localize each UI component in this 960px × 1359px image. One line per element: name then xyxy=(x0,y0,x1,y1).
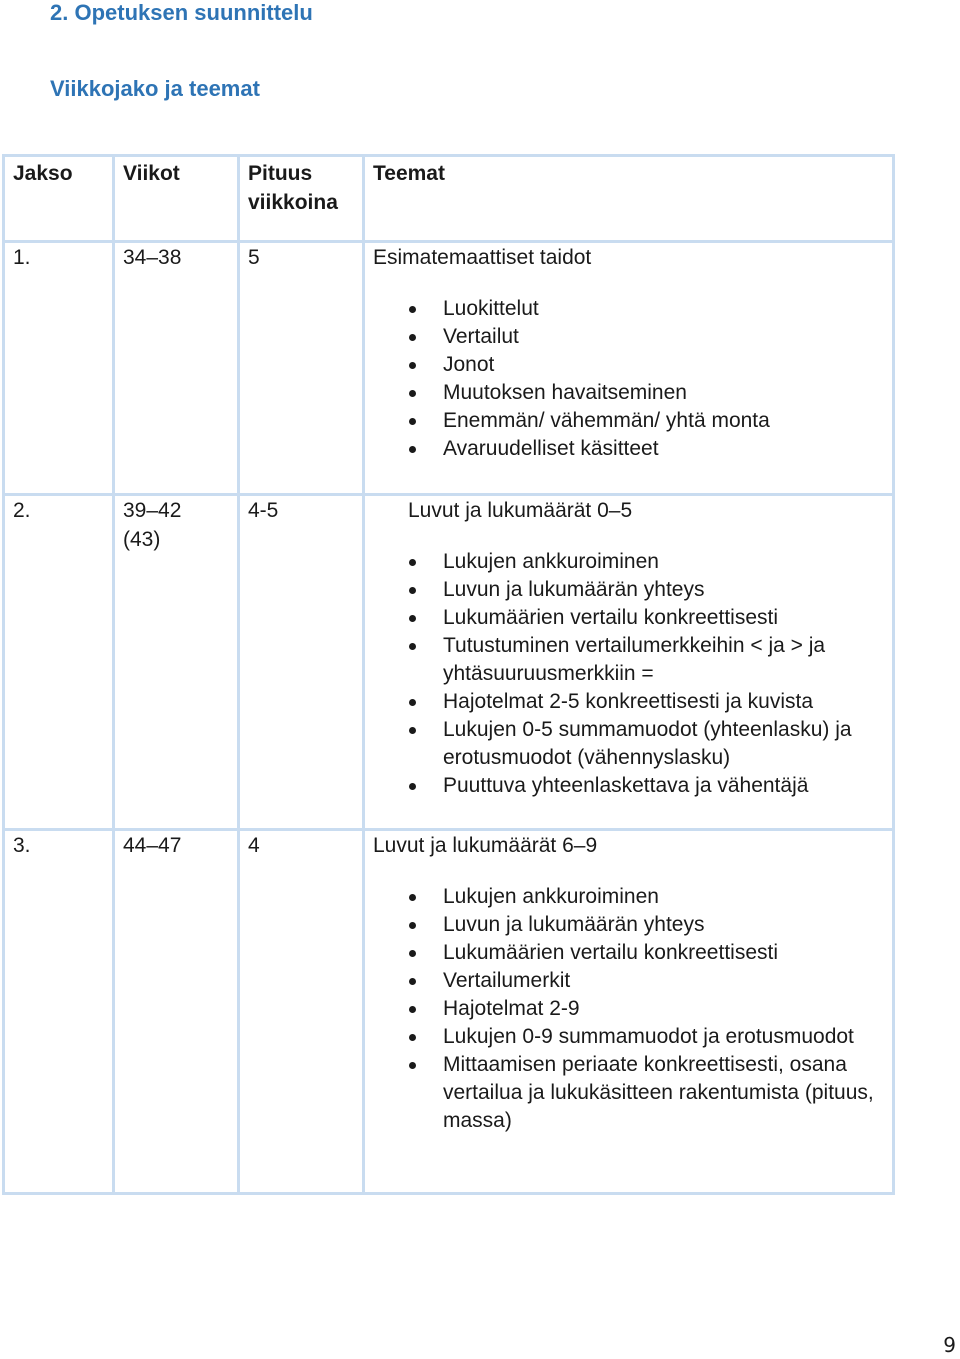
weeks-extra: (43) xyxy=(123,528,161,551)
length-cell xyxy=(239,495,364,830)
period-cell xyxy=(4,242,114,495)
list-item: Mittaamisen periaate konkreettisesti, osana vertailua ja lukukäsitteen rakentumista (pituus, massa) xyxy=(443,1051,884,1135)
bullet-icon xyxy=(409,587,416,594)
bullet-icon xyxy=(409,559,416,566)
list-item: Lukujen ankkuroiminen xyxy=(443,548,884,576)
list-item: Enemmän/ vähemmän/ yhtä monta xyxy=(443,407,884,435)
header-jakso: Jakso xyxy=(4,156,114,242)
weeks-cell xyxy=(114,495,239,830)
list-item: Hajotelmat 2-9 xyxy=(443,995,884,1023)
bullet-icon xyxy=(409,950,416,957)
bullet-icon xyxy=(409,894,416,901)
bullet-icon xyxy=(409,362,416,369)
length-weeks: 4 xyxy=(248,834,260,857)
bullet-icon xyxy=(409,699,416,706)
period-number: 2. xyxy=(13,499,31,522)
themes-cell xyxy=(364,242,894,495)
list-item: Vertailumerkit xyxy=(443,967,884,995)
period-number: 3. xyxy=(13,834,31,857)
weeks-range: 39–42 xyxy=(123,499,182,522)
list-item: Hajotelmat 2-5 konkreettisesti ja kuvista xyxy=(443,688,884,716)
weeks-cell xyxy=(114,242,239,495)
bullet-icon xyxy=(409,1062,416,1069)
period-cell xyxy=(4,495,114,830)
list-item: Avaruudelliset käsitteet xyxy=(443,435,884,463)
table-row xyxy=(4,495,894,830)
header-teemat: Teemat xyxy=(364,156,894,242)
header-pituus: Pituus viikkoina xyxy=(239,156,364,242)
list-item: Lukumäärien vertailu konkreettisesti xyxy=(443,939,884,967)
schedule-table xyxy=(2,154,895,1195)
period-number: 1. xyxy=(13,246,31,269)
list-item: Tutustuminen vertailumerkkeihin < ja > ja yhtäsuuruusmerkkiin = xyxy=(443,632,884,688)
theme-list xyxy=(373,295,884,463)
length-weeks: 4-5 xyxy=(248,499,279,522)
bullet-icon xyxy=(409,615,416,622)
weeks-range: 34–38 xyxy=(123,246,182,269)
list-item: Luokittelut xyxy=(443,295,884,323)
bullet-icon xyxy=(409,978,416,985)
bullet-icon xyxy=(409,783,416,790)
list-item: Lukujen ankkuroiminen xyxy=(443,883,884,911)
list-item: Muutoksen havaitseminen xyxy=(443,379,884,407)
list-item: Vertailut xyxy=(443,323,884,351)
theme-title: Esimatemaattiset taidot xyxy=(373,246,592,269)
bullet-icon xyxy=(409,922,416,929)
list-item: Luvun ja lukumäärän yhteys xyxy=(443,576,884,604)
bullet-icon xyxy=(409,1034,416,1041)
list-item: Lukujen 0-9 summamuodot ja erotusmuodot xyxy=(443,1023,884,1051)
list-item: Puuttuva yhteenlaskettava ja vähentäjä xyxy=(443,772,884,800)
length-cell xyxy=(239,830,364,1194)
bullet-icon xyxy=(409,643,416,650)
table-row xyxy=(4,830,894,1194)
list-item: Lukujen 0-5 summamuodot (yhteenlasku) ja erotusmuodot (vähennyslasku) xyxy=(443,716,884,772)
length-weeks: 5 xyxy=(248,246,260,269)
weeks-cell xyxy=(114,830,239,1194)
period-cell xyxy=(4,830,114,1194)
bullet-icon xyxy=(409,446,416,453)
bullet-icon xyxy=(409,727,416,734)
theme-title: Luvut ja lukumäärät 6–9 xyxy=(373,834,598,857)
theme-list xyxy=(373,548,884,800)
table-row xyxy=(4,242,894,495)
theme-list xyxy=(373,883,884,1135)
themes-cell xyxy=(364,830,894,1194)
header-viikot: Viikot xyxy=(114,156,239,242)
length-cell xyxy=(239,242,364,495)
list-item: Luvun ja lukumäärän yhteys xyxy=(443,911,884,939)
bullet-icon xyxy=(409,334,416,341)
bullet-icon xyxy=(409,390,416,397)
sub-title: Viikkojako ja teemat xyxy=(50,76,260,101)
list-item: Lukumäärien vertailu konkreettisesti xyxy=(443,604,884,632)
weeks-range: 44–47 xyxy=(123,834,182,857)
table-header-row xyxy=(4,156,894,242)
bullet-icon xyxy=(409,306,416,313)
section-title: 2. Opetuksen suunnittelu xyxy=(50,0,313,25)
theme-title: Luvut ja lukumäärät 0–5 xyxy=(408,499,633,522)
bullet-icon xyxy=(409,1006,416,1013)
themes-cell xyxy=(364,495,894,830)
bullet-icon xyxy=(409,418,416,425)
page-number: 9 xyxy=(943,1333,956,1357)
list-item: Jonot xyxy=(443,351,884,379)
